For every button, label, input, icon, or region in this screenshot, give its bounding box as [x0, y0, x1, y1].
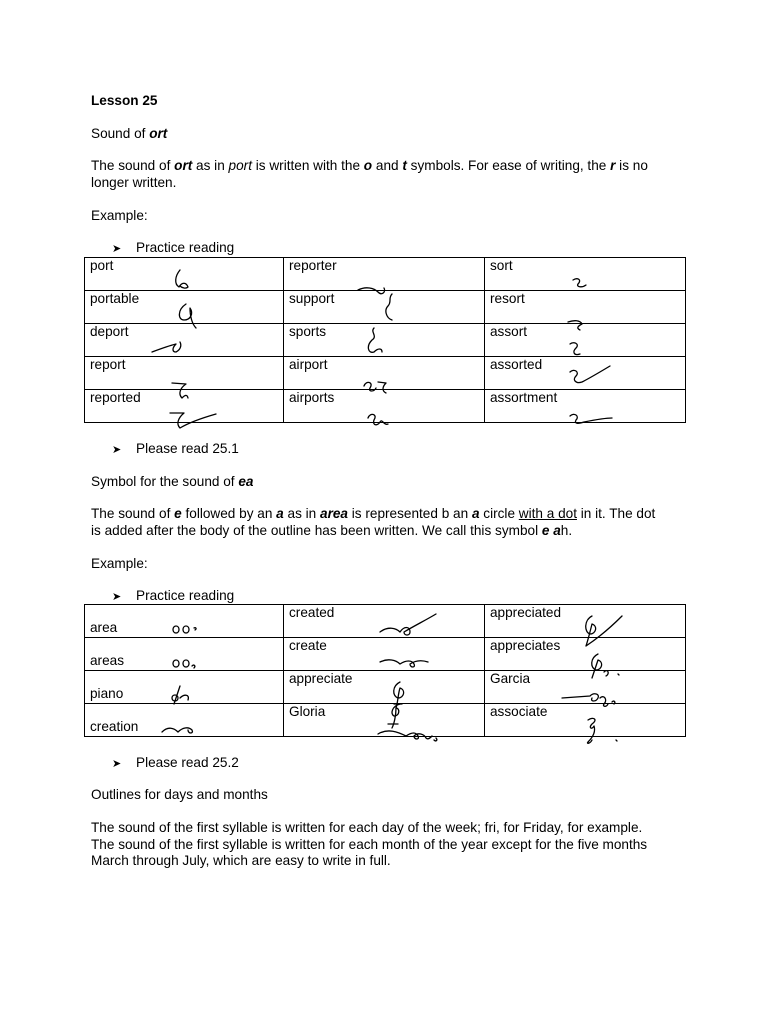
days-months-line1: The sound of the first syllable is written for each day of the week; fri, for Friday, for example. — [91, 820, 643, 835]
table-cell: sort — [485, 258, 686, 291]
shorthand-outline-icon — [160, 722, 198, 738]
table-cell: piano — [85, 671, 284, 704]
table-cell: support — [284, 291, 485, 324]
bullet-please-read-25-1: ➤ Please read 25.1 — [112, 441, 239, 456]
table-cell: port — [85, 258, 284, 291]
table-cell: portable — [85, 291, 284, 324]
shorthand-outline-icon — [170, 268, 200, 290]
shorthand-outline-icon — [172, 302, 202, 330]
lesson-title: Lesson 25 — [91, 93, 158, 108]
table-cell: report — [85, 357, 284, 390]
example-label: Example: — [91, 208, 148, 223]
table-cell: appreciated — [485, 605, 686, 638]
table-cell: deport — [85, 324, 284, 357]
table-cell: sports — [284, 324, 485, 357]
shorthand-outline-icon — [170, 622, 200, 638]
arrowhead-bullet-icon: ➤ — [112, 758, 122, 770]
shorthand-outline-icon — [378, 654, 432, 670]
table-cell: airports — [284, 390, 485, 423]
days-months-line3: March through July, which are easy to write in full. — [91, 853, 391, 868]
bullet-practice-reading: ➤ Practice reading — [112, 240, 235, 255]
shorthand-outline-icon — [364, 410, 392, 430]
shorthand-outline-icon — [570, 276, 592, 290]
table-cell: airport — [284, 357, 485, 390]
shorthand-outline-icon — [566, 410, 616, 430]
table-cell: creation — [85, 704, 284, 737]
shorthand-outline-icon — [566, 340, 586, 358]
table-cell: Gloria — [284, 704, 485, 737]
table-cell: appreciate — [284, 671, 485, 704]
shorthand-outline-icon — [360, 378, 388, 398]
bullet-please-read-25-2: ➤ Please read 25.2 — [112, 755, 239, 770]
section-heading-ort: Sound of ort — [91, 126, 168, 141]
shorthand-outline-icon — [378, 612, 440, 638]
section-heading-days-months: Outlines for days and months — [91, 787, 268, 802]
table-cell: appreciates — [485, 638, 686, 671]
shorthand-outline-icon — [376, 726, 448, 746]
table-cell: assorted — [485, 357, 686, 390]
shorthand-outline-icon — [170, 656, 200, 672]
table-cell: assort — [485, 324, 686, 357]
shorthand-outline-icon — [168, 408, 220, 432]
shorthand-outline-icon — [580, 714, 624, 748]
table-cell: reported — [85, 390, 284, 423]
table-cell: assortment — [485, 390, 686, 423]
ea-paragraph-line2: is added after the body of the outline has been written. We call this symbol e ah. — [91, 523, 573, 538]
shorthand-outline-icon — [356, 282, 406, 324]
table-cell: associate — [485, 704, 686, 737]
table-cell: Garcia — [485, 671, 686, 704]
shorthand-outline-icon — [566, 318, 588, 332]
shorthand-outline-icon — [168, 684, 194, 708]
shorthand-outline-icon — [150, 334, 190, 356]
shorthand-outline-icon — [170, 380, 192, 402]
table-cell: resort — [485, 291, 686, 324]
arrowhead-bullet-icon: ➤ — [112, 444, 122, 456]
shorthand-outline-icon — [362, 326, 388, 358]
shorthand-outline-icon — [566, 364, 614, 390]
example-label-2: Example: — [91, 556, 148, 571]
arrowhead-bullet-icon: ➤ — [112, 591, 122, 603]
arrowhead-bullet-icon: ➤ — [112, 243, 122, 255]
table-cell: created — [284, 605, 485, 638]
ort-paragraph: The sound of ort as in port is written with the o and t symbols. For ease of writing, the r is no — [91, 158, 648, 173]
table-cell: reporter — [284, 258, 485, 291]
table-cell: create — [284, 638, 485, 671]
table-cell: areas — [85, 638, 284, 671]
table-cell: area — [85, 605, 284, 638]
days-months-line2: The sound of the first syllable is written for each month of the year except for the five months — [91, 837, 648, 852]
section-heading-ea: Symbol for the sound of ea — [91, 474, 254, 489]
shorthand-outline-icon — [560, 690, 628, 716]
ea-paragraph: The sound of e followed by an a as in area is represented b an a circle with a dot in it. The dot — [91, 506, 656, 521]
shorthand-outline-icon — [584, 652, 624, 682]
ort-paragraph-line2: longer written. — [91, 175, 177, 190]
shorthand-outline-icon — [578, 612, 628, 654]
bullet-practice-reading-2: ➤ Practice reading — [112, 588, 235, 603]
